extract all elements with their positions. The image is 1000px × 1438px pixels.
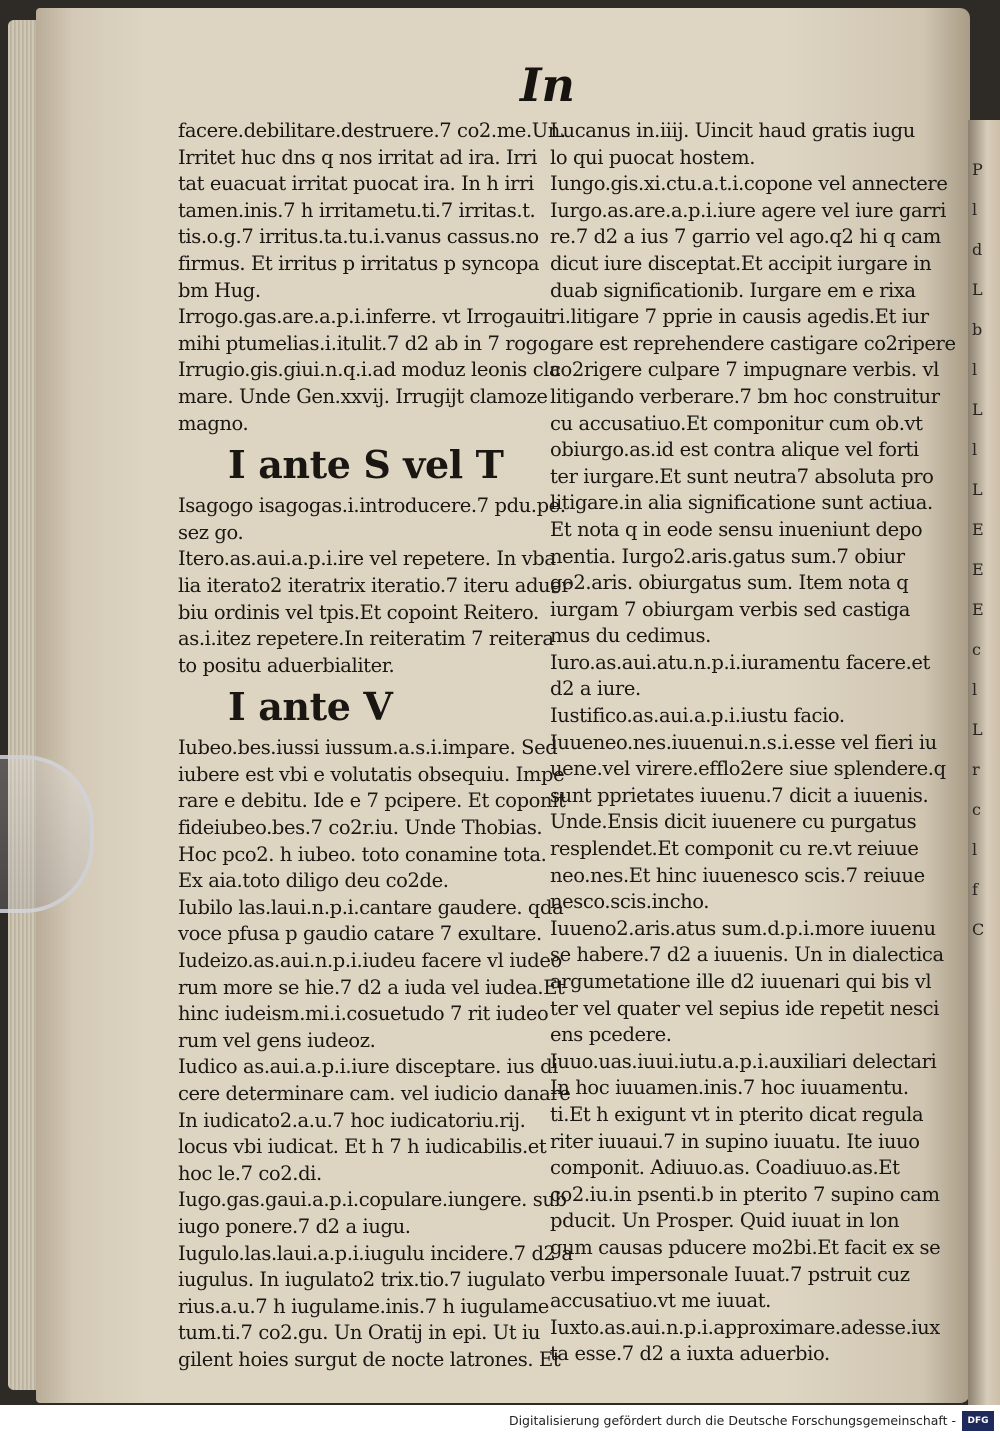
text-line: Itero.as.aui.a.p.i.ire vel repetere. In vba bbox=[178, 547, 556, 571]
text-line: mus du cedimus. bbox=[550, 624, 711, 648]
text-line: ter iurgare.Et sunt neutra7 absoluta pro bbox=[550, 464, 934, 488]
text-line: Irritet huc dns q nos irritat ad ira. Irri bbox=[178, 145, 537, 169]
text-line: Iuxto.as.aui.n.p.i.approximare.adesse.iux bbox=[550, 1315, 940, 1339]
text-line: neo.nes.Et hinc iuuenesco scis.7 reiuue bbox=[550, 863, 925, 887]
text-line: ri.litigare 7 pprie in causis agedis.Et iur bbox=[550, 305, 929, 329]
text-line: Iudeizo.as.aui.n.p.i.iudeu facere vl iudeo bbox=[178, 949, 562, 973]
text-line: sez go. bbox=[178, 520, 244, 544]
text-line: duab significationib. Iurgare em e rixa bbox=[550, 278, 916, 302]
left-column-block-1 bbox=[178, 118, 566, 437]
footer-bar bbox=[0, 1405, 1000, 1438]
text-line: mare. Unde Gen.xxvij. Irrugijt clamoze bbox=[178, 384, 548, 408]
text-line: voce pfusa p gaudio catare 7 exultare. bbox=[178, 922, 542, 946]
text-line: Unde.Ensis dicit iuuenere cu purgatus bbox=[550, 810, 917, 834]
text-line: ens pcedere. bbox=[550, 1023, 672, 1047]
text-line: Isagogo isagogas.i.introducere.7 pdu.pe. bbox=[178, 494, 566, 518]
text-line: gare est reprehendere castigare co2ripere bbox=[550, 331, 956, 355]
text-line: Iuueno2.aris.atus sum.d.p.i.more iuuenu bbox=[550, 916, 936, 940]
right-column-block bbox=[550, 118, 956, 1368]
text-line: rum more se hie.7 d2 a iuda vel iudea.Et bbox=[178, 975, 565, 999]
text-line: nentia. Iurgo2.aris.gatus sum.7 obiur bbox=[550, 544, 905, 568]
text-line: pducit. Un Prosper. Quid iuuat in lon bbox=[550, 1209, 900, 1233]
text-line: In hoc iuuamen.inis.7 hoc iuuamentu. bbox=[550, 1076, 909, 1100]
text-line: tat euacuat irritat puocat ira. In h irri bbox=[178, 172, 534, 196]
text-line: magno. bbox=[178, 411, 249, 435]
text-line: locus vbi iudicat. Et h 7 h iudicabilis.et bbox=[178, 1135, 547, 1159]
text-line: hinc iudeism.mi.i.cosuetudo 7 rit iudeo bbox=[178, 1002, 549, 1026]
text-line: Irrugio.gis.giui.n.q.i.ad moduz leonis cla bbox=[178, 358, 561, 382]
text-line: Iubeo.bes.iussi iussum.a.s.i.impare. Sed bbox=[178, 736, 558, 760]
funding-note: Digitalisierung gefördert durch die Deutsche Forschungsgemeinschaft - bbox=[508, 1413, 956, 1428]
text-line: Lucanus in.iiij. Uincit haud gratis iugu bbox=[550, 119, 915, 142]
text-line: iurgam 7 obiurgam verbis sed castiga bbox=[550, 597, 911, 621]
text-line: litigare.in alia significatione sunt actiua. bbox=[550, 491, 933, 515]
text-line: go2.aris. obiurgatus sum. Item nota q bbox=[550, 571, 909, 595]
text-line: lia iterato2 iteratrix iteratio.7 iteru aduer bbox=[178, 573, 571, 597]
text-line: ter vel quater vel sepius ide repetit nesci bbox=[550, 996, 939, 1020]
text-line: se habere.7 d2 a iuuenis. Un in dialectica bbox=[550, 943, 944, 967]
text-line: dicut iure disceptat.Et accipit iurgare in bbox=[550, 251, 932, 275]
text-line: lo qui puocat hostem. bbox=[550, 145, 755, 169]
left-column-block-2 bbox=[178, 493, 571, 679]
text-line: resplendet.Et componit cu re.vt reiuue bbox=[550, 837, 919, 861]
text-line: Iustifico.as.aui.a.p.i.iustu facio. bbox=[550, 704, 845, 728]
text-line: Hoc pco2. h iubeo. toto conamine tota. bbox=[178, 842, 547, 866]
text-line: componit. Adiuuo.as. Coadiuuo.as.Et bbox=[550, 1156, 900, 1180]
text-line: tamen.inis.7 h irritametu.ti.7 irritas.t. bbox=[178, 198, 536, 222]
text-line: cere determinare cam. vel iudicio danare bbox=[178, 1082, 571, 1105]
text-line: firmus. Et irritus p irritatus p syncopa bbox=[178, 251, 540, 275]
text-line: hoc le.7 co2.di. bbox=[178, 1161, 322, 1185]
section-heading-1: I ante S vel T bbox=[228, 442, 504, 488]
text-line: Iudico as.aui.a.p.i.iure disceptare. ius di bbox=[178, 1055, 558, 1079]
text-line: Iuuo.uas.iuui.iutu.a.p.i.auxiliari delectari bbox=[550, 1049, 937, 1073]
text-line: tum.ti.7 co2.gu. Un Oratij in epi. Ut iu bbox=[178, 1321, 541, 1345]
facing-page-fragment: P l d L b l L l L E E E c l L r c l f C bbox=[972, 160, 986, 939]
text-line: iubere est vbi e volutatis obsequiu. Impe bbox=[178, 762, 565, 786]
text-line: re.7 d2 a ius 7 garrio vel ago.q2 hi q cam bbox=[550, 225, 941, 249]
text-line: Ex aia.toto diligo deu co2de. bbox=[178, 869, 449, 893]
text-line: nesco.scis.incho. bbox=[550, 890, 710, 914]
text-line: co2.iu.in psenti.b in pterito 7 supino cam bbox=[550, 1182, 940, 1206]
text-line: Iubilo las.laui.n.p.i.cantare gaudere. qda bbox=[178, 895, 564, 919]
text-line: iugo ponere.7 d2 a iugu. bbox=[178, 1214, 411, 1238]
text-line: iugulus. In iugulato2 trix.tio.7 iugulato bbox=[178, 1268, 546, 1292]
text-line: Iuueneo.nes.iuuenui.n.s.i.esse vel fieri iu bbox=[550, 730, 937, 754]
text-line: Iungo.gis.xi.ctu.a.t.i.copone vel annectere bbox=[550, 172, 948, 196]
text-line: d2 a iure. bbox=[550, 677, 641, 701]
text-line: as.i.itez repetere.In reiteratim 7 reitera bbox=[178, 627, 554, 651]
text-line: accusatiuo.vt me iuuat. bbox=[550, 1289, 771, 1313]
text-line: rare e debitu. Ide e 7 pcipere. Et coponit bbox=[178, 789, 566, 813]
text-line: riter iuuaui.7 in supino iuuatu. Ite iuuo bbox=[550, 1129, 920, 1153]
text-line: cu accusatiuo.Et componitur cum ob.vt bbox=[550, 411, 923, 435]
text-line: ta esse.7 d2 a iuxta aduerbio. bbox=[550, 1342, 830, 1366]
text-line: In iudicato2.a.u.7 hoc iudicatoriu.rij. bbox=[178, 1108, 526, 1132]
text-line: Iuro.as.aui.atu.n.p.i.iuramentu facere.et bbox=[550, 650, 930, 674]
running-head: In bbox=[520, 58, 575, 112]
text-line: litigando verberare.7 bm hoc construitur bbox=[550, 384, 940, 408]
text-line: Iugo.gas.gaui.a.p.i.copulare.iungere. sub bbox=[178, 1188, 567, 1212]
text-line: mihi ptumelias.i.itulit.7 d2 ab in 7 rogo. bbox=[178, 331, 555, 355]
text-line: Iugulo.las.laui.a.p.i.iugulu incidere.7 d2 a bbox=[178, 1241, 573, 1265]
text-line: rum vel gens iudeoz. bbox=[178, 1028, 376, 1052]
text-line: biu ordinis vel tpis.Et copoint Reitero. bbox=[178, 600, 539, 624]
left-column-block-3 bbox=[178, 735, 573, 1373]
text-line: fideiubeo.bes.7 co2r.iu. Unde Thobias. bbox=[178, 816, 543, 840]
page-edges bbox=[8, 20, 38, 1390]
dfg-logo: DFG bbox=[962, 1411, 994, 1431]
right-column bbox=[550, 118, 956, 1368]
text-line: Iurgo.as.are.a.p.i.iure agere vel iure garri bbox=[550, 198, 946, 222]
left-column bbox=[178, 118, 573, 1374]
text-line: obiurgo.as.id est contra alique vel forti bbox=[550, 438, 919, 462]
text-line: to positu aduerbialiter. bbox=[178, 653, 395, 677]
text-line: gilent hoies surgut de nocte latrones. Et bbox=[178, 1347, 561, 1371]
text-line: tis.o.g.7 irritus.ta.tu.i.vanus cassus.no bbox=[178, 225, 539, 249]
text-line: ti.Et h exigunt vt in pterito dicat regula bbox=[550, 1102, 924, 1126]
text-line: sunt pprietates iuuenu.7 dicit a iuuenis. bbox=[550, 783, 929, 807]
section-heading-2: I ante V bbox=[228, 684, 393, 730]
text-line: facere.debilitare.destruere.7 co2.me.Un. bbox=[178, 119, 566, 142]
text-line: argumetatione ille d2 iuuenari qui bis vl bbox=[550, 970, 932, 993]
text-line: bm Hug. bbox=[178, 278, 261, 302]
text-line: rius.a.u.7 h iugulame.inis.7 h iugulame bbox=[178, 1294, 549, 1318]
text-line: uene.vel virere.efflo2ere siue splendere.q bbox=[550, 757, 946, 781]
text-line: Et nota q in eode sensu inueniunt depo bbox=[550, 517, 923, 541]
text-line: Irrogo.gas.are.a.p.i.inferre. vt Irrogauit bbox=[178, 305, 552, 329]
text-line: verbu impersonale Iuuat.7 pstruit cuz bbox=[550, 1262, 910, 1286]
text-line: co2rigere culpare 7 impugnare verbis. vl bbox=[550, 358, 939, 382]
text-line: gum causas pducere mo2bi.Et facit ex se bbox=[550, 1235, 941, 1259]
